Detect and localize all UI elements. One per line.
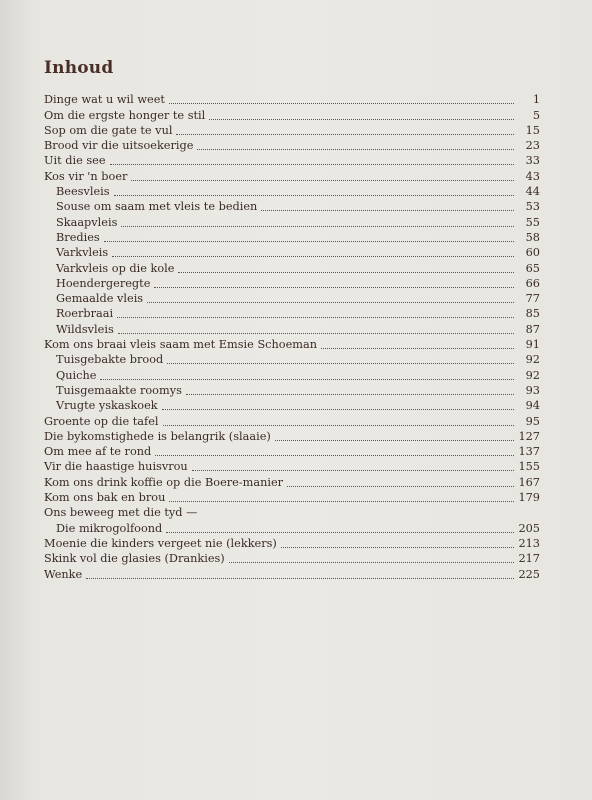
toc-dot-leader <box>169 103 514 104</box>
toc-entry-label: Skaapvleis <box>56 215 118 229</box>
toc-dot-leader <box>121 226 514 227</box>
toc-entry <box>44 123 540 138</box>
toc-dot-leader <box>154 287 514 288</box>
toc-entry <box>44 352 540 367</box>
toc-entry <box>44 383 540 398</box>
toc-entry <box>44 367 540 382</box>
toc-page-number: 93 <box>525 383 540 397</box>
table-of-contents <box>44 92 540 582</box>
toc-dot-leader <box>275 440 514 441</box>
toc-page-number: 5 <box>532 108 540 122</box>
toc-dot-leader <box>117 317 514 318</box>
toc-entry-label: Brood vir die uitsoekerige <box>44 139 194 153</box>
toc-entry-label: Kos vir 'n boer <box>44 169 128 183</box>
toc-dot-leader <box>155 455 514 456</box>
toc-entry <box>44 230 540 245</box>
toc-dot-leader <box>178 272 514 273</box>
toc-dot-leader <box>167 363 514 364</box>
toc-dot-leader <box>321 348 514 349</box>
toc-entry <box>44 291 540 306</box>
toc-page-number: 217 <box>518 552 540 566</box>
toc-entry <box>44 398 540 413</box>
toc-entry-label: Quiche <box>56 368 97 382</box>
toc-entry <box>44 566 540 581</box>
toc-page-number: 33 <box>525 154 540 168</box>
toc-entry-label: Vrugte yskaskoek <box>56 399 158 413</box>
toc-page-number: 87 <box>525 322 540 336</box>
toc-entry <box>44 199 540 214</box>
toc-dot-leader <box>162 409 514 410</box>
toc-entry <box>44 429 540 444</box>
toc-page-number: 53 <box>525 200 540 214</box>
toc-dot-leader <box>86 578 514 579</box>
toc-page-number: 65 <box>525 261 540 275</box>
toc-dot-leader <box>261 210 514 211</box>
toc-entry-label: Dinge wat u wil weet <box>44 93 165 107</box>
toc-dot-leader <box>104 241 514 242</box>
toc-entry <box>44 520 540 535</box>
toc-entry-label: Gemaalde vleis <box>56 292 144 306</box>
toc-entry-label: Wenke <box>44 567 83 581</box>
toc-entry <box>44 321 540 336</box>
toc-page-number: 137 <box>518 445 540 459</box>
toc-dot-leader <box>192 470 514 471</box>
toc-dot-leader <box>110 164 514 165</box>
toc-dot-leader <box>166 532 514 533</box>
toc-dot-leader <box>163 425 514 426</box>
toc-dot-leader <box>229 562 514 563</box>
toc-page-number: 58 <box>525 230 540 244</box>
toc-page-number: 1 <box>532 93 540 107</box>
toc-entry-label: Uit die see <box>44 154 106 168</box>
toc-entry-label: Wildsvleis <box>56 322 114 336</box>
toc-entry-label: Hoendergeregte <box>56 276 151 290</box>
toc-entry-label: Beesvleis <box>56 185 110 199</box>
toc-page-number: 91 <box>525 338 540 352</box>
toc-dot-leader <box>118 333 514 334</box>
toc-page-number: 179 <box>518 491 540 505</box>
toc-entry <box>44 245 540 260</box>
toc-entry-label: Ons beweeg met die tyd — <box>44 506 198 520</box>
toc-entry-label: Om die ergste honger te stil <box>44 108 206 122</box>
toc-entry <box>44 490 540 505</box>
toc-page-number: 44 <box>525 185 540 199</box>
toc-page-number: 43 <box>525 169 540 183</box>
toc-page-number: 95 <box>525 414 540 428</box>
toc-entry <box>44 413 540 428</box>
toc-entry-label: Tuisgebakte brood <box>56 353 164 367</box>
toc-entry-label: Kom ons bak en brou <box>44 491 166 505</box>
toc-entry <box>44 153 540 168</box>
toc-entry-label: Roerbraai <box>56 307 114 321</box>
toc-page-number: 127 <box>518 429 540 443</box>
toc-page-number: 66 <box>525 276 540 290</box>
toc-page-number: 92 <box>525 353 540 367</box>
toc-entry-label: Varkvleis <box>56 246 109 260</box>
toc-dot-leader <box>114 195 514 196</box>
toc-page-number: 23 <box>525 139 540 153</box>
toc-entry-label: Tuisgemaakte roomys <box>56 383 182 397</box>
toc-entry <box>44 214 540 229</box>
toc-entry <box>44 536 540 551</box>
toc-entry <box>44 138 540 153</box>
toc-page-number: 225 <box>518 567 540 581</box>
toc-dot-leader <box>169 501 514 502</box>
toc-page-number: 77 <box>525 292 540 306</box>
toc-entry <box>44 276 540 291</box>
toc-dot-leader <box>147 302 514 303</box>
toc-entry-label: Die bykomstighede is belangrik (slaaie) <box>44 429 271 443</box>
toc-entry-label: Varkvleis op die kole <box>56 261 175 275</box>
toc-page-number: 167 <box>518 475 540 489</box>
toc-dot-leader <box>100 379 514 380</box>
page-title: Inhoud <box>44 58 114 78</box>
toc-dot-leader <box>131 180 514 181</box>
toc-entry <box>44 260 540 275</box>
toc-entry <box>44 505 540 520</box>
toc-page-number: 213 <box>518 536 540 550</box>
toc-entry <box>44 306 540 321</box>
toc-page-number: 155 <box>518 460 540 474</box>
toc-entry <box>44 551 540 566</box>
toc-dot-leader <box>186 394 514 395</box>
toc-entry-label: Sop om die gate te vul <box>44 123 173 137</box>
toc-entry-label: Kom ons drink koffie op die Boere-manier <box>44 475 284 489</box>
toc-dot-leader <box>209 119 514 120</box>
toc-entry-label: Die mikrogolfoond <box>56 521 163 535</box>
toc-entry <box>44 168 540 183</box>
toc-entry-label: Kom ons braai vleis saam met Emsie Schoeman <box>44 338 317 352</box>
toc-page-number: 55 <box>525 215 540 229</box>
toc-entry <box>44 92 540 107</box>
toc-dot-leader <box>197 149 514 150</box>
toc-entry <box>44 184 540 199</box>
toc-entry-label: Skink vol die glasies (Drankies) <box>44 552 225 566</box>
toc-entry-label: Moenie die kinders vergeet nie (lekkers) <box>44 536 277 550</box>
toc-entry <box>44 459 540 474</box>
toc-page-number: 15 <box>525 123 540 137</box>
toc-entry-label: Om mee af te rond <box>44 445 152 459</box>
toc-entry-label: Groente op die tafel <box>44 414 159 428</box>
toc-dot-leader <box>287 486 514 487</box>
toc-dot-leader <box>176 134 514 135</box>
toc-entry <box>44 107 540 122</box>
toc-entry <box>44 474 540 489</box>
toc-entry-label: Vir die haastige huisvrou <box>44 460 188 474</box>
toc-page-number: 60 <box>525 246 540 260</box>
toc-entry <box>44 337 540 352</box>
toc-entry <box>44 444 540 459</box>
toc-page-number: 205 <box>518 521 540 535</box>
toc-page-number: 85 <box>525 307 540 321</box>
toc-page-number: 92 <box>525 368 540 382</box>
toc-entry-label: Souse om saam met vleis te bedien <box>56 200 258 214</box>
toc-entry-label: Bredies <box>56 230 100 244</box>
toc-dot-leader <box>112 256 514 257</box>
toc-dot-leader <box>281 547 514 548</box>
toc-page-number: 94 <box>525 399 540 413</box>
